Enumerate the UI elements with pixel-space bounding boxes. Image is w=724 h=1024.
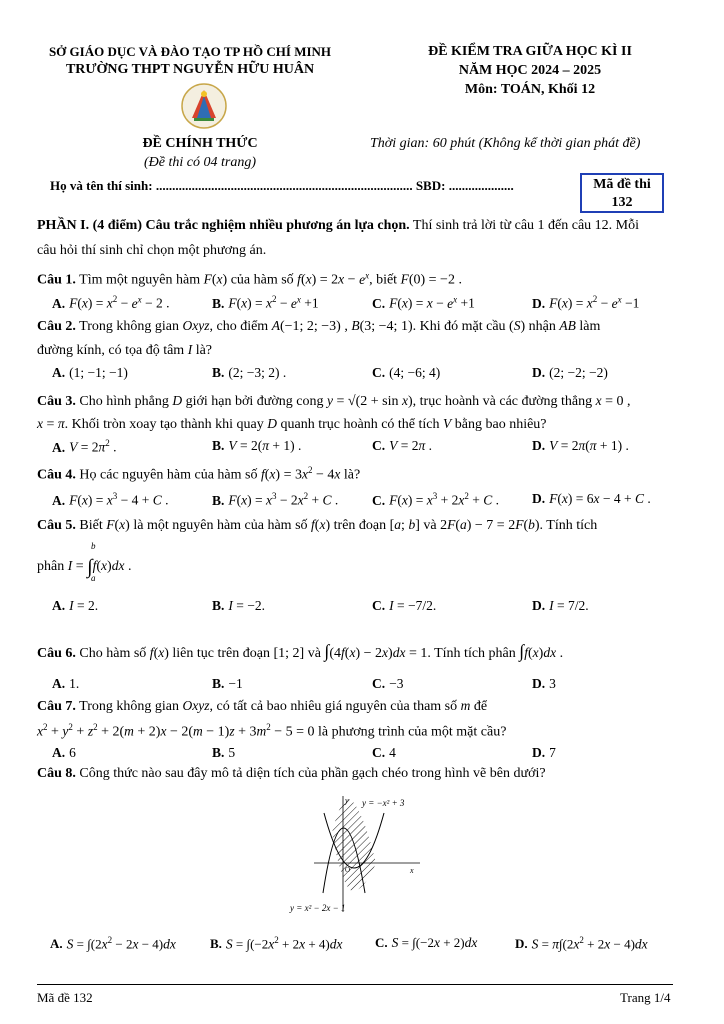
origin-label: O <box>345 866 351 874</box>
integral-lower-limit: a <box>91 573 96 583</box>
answer-option[interactable]: A. $F(x) = x^2 - e^x - 2$ . <box>52 294 170 311</box>
bottom-curve-label: y = x² − 2x − 1 <box>290 903 346 913</box>
exam-title: ĐỀ KIỂM TRA GIỮA HỌC KÌ II <box>428 44 632 59</box>
answer-option[interactable]: D. $F(x) = x^2 - e^x -1$ <box>532 294 640 311</box>
footer-page: Trang 1/4 <box>620 990 671 1005</box>
question-1: Câu 1. Tìm một nguyên hàm F(x) của hàm số $f(x) = 2x - e^x$, biết F(0) = −2 . <box>37 270 462 288</box>
answer-option[interactable]: C. (4; −6; 4) <box>372 365 441 380</box>
footer-code: Mã đề 132 <box>37 990 93 1005</box>
pages-note: (Đề thi có 04 trang) <box>144 155 256 170</box>
official-label: ĐỀ CHÍNH THỨC <box>142 136 258 151</box>
q2-answers <box>52 365 692 381</box>
exam-year: NĂM HỌC 2024 – 2025 <box>458 63 602 78</box>
answer-option[interactable]: B. −1 <box>212 676 243 691</box>
question-8: Câu 8. Công thức nào sau đây mô tả diện tích của phần gạch chéo trong hình vẽ bên dưới? <box>37 766 546 781</box>
exam-time: Thời gian: 60 phút (Không kể thời gian phát đề) <box>370 136 641 151</box>
answer-option[interactable]: A. 6 <box>52 745 76 760</box>
answer-option[interactable]: C. S = ∫(−2x + 2)dx <box>375 935 478 950</box>
q3-answers <box>52 438 692 456</box>
answer-option[interactable]: D. F(x) = 6x − 4 + C . <box>532 491 651 506</box>
footer-divider <box>37 984 673 985</box>
q6-answers <box>52 676 692 692</box>
exam-subject: Môn: TOÁN, Khối 12 <box>464 82 596 97</box>
area-graph <box>288 790 428 918</box>
answer-option[interactable]: A. $S = \int(2x^2 - 2x - 4)dx$ <box>50 935 176 952</box>
top-curve-label: y = −x² + 3 <box>362 798 405 808</box>
exam-code-value: 132 <box>611 195 633 210</box>
answer-option[interactable]: A. $V = 2\pi^2$ . <box>52 438 117 455</box>
question-2: Câu 2. Trong không gian Oxyz, cho điểm A(−1; 2; −3) , B(3; −4; 1). Khi đó mặt cầu (S) nhận AB làm <box>37 318 601 334</box>
part1-instruction: câu hỏi thí sinh chỉ chọn một phương án. <box>37 243 267 258</box>
answer-option[interactable]: B. I = −2. <box>212 598 265 613</box>
answer-option[interactable]: A. (1; −1; −1) <box>52 365 128 380</box>
question-5: Câu 5. Biết F(x) là một nguyên hàm của hàm số f(x) trên đoạn [a; b] và 2F(a) − 7 = 2F(b). Tính tích <box>37 517 598 533</box>
question-3: Câu 3. Cho hình phẳng D giới hạn bởi đường cong y = √(2 + sin x), trục hoành và các đường thẳng x = 0 , <box>37 393 631 409</box>
question-7: Câu 7. Trong không gian Oxyz, có tất cả bao nhiêu giá nguyên của tham số m để <box>37 698 488 714</box>
part1-heading: PHẦN I. (4 điểm) Câu trắc nghiệm nhiều phương án lựa chọn. Thí sinh trả lời từ câu 1 đến câu 12. Mỗi <box>37 218 640 233</box>
answer-option[interactable]: D. V = 2π(π + 1) . <box>532 438 629 453</box>
answer-option[interactable]: C. 4 <box>372 745 396 760</box>
answer-option[interactable]: B. $F(x) = x^3 - 2x^2 + C$ . <box>212 491 339 508</box>
answer-option[interactable]: C. I = −7/2. <box>372 598 437 613</box>
q7-answers <box>52 745 692 761</box>
question-3-line2: x = π. Khối tròn xoay tạo thành khi quay D quanh trục hoành có thể tích V bằng bao nhiêu? <box>37 416 547 432</box>
answer-option[interactable]: C. $F(x) = x^3 + 2x^2 + C$ . <box>372 491 499 508</box>
answer-option[interactable]: A. $F(x) = x^3 - 4 + C$ . <box>52 491 169 508</box>
student-info-line: Họ và tên thí sinh: ............................................................................... SBD: .................... <box>50 178 514 193</box>
answer-option[interactable]: D. I = 7/2. <box>532 598 589 613</box>
exam-code-label: Mã đề thi <box>593 177 651 192</box>
exam-code-box <box>580 173 664 213</box>
answer-option[interactable]: D. 3 <box>532 676 556 691</box>
answer-option[interactable]: D. $S = \pi\int(2x^2 + 2x - 4)dx$ <box>515 935 648 952</box>
question-4: Câu 4. Họ các nguyên hàm của hàm số $f(x) = 3x^2 - 4x$ là? <box>37 465 361 483</box>
question-2-line2: đường kính, có tọa độ tâm I là? <box>37 342 213 358</box>
answer-option[interactable]: D. (2; −2; −2) <box>532 365 608 380</box>
question-7-line2: $x^2 + y^2 + z^2 + 2(m + 2)x - 2(m - 1)z + 3m^2 - 5 = 0$ là phương trình của một mặt cầu? <box>37 722 507 740</box>
q4-answers <box>52 491 692 509</box>
school-logo <box>180 82 228 130</box>
answer-option[interactable]: C. $F(x) = x - e^x +1$ <box>372 294 475 311</box>
school-name: TRƯỜNG THPT NGUYỄN HỮU HUÂN <box>65 62 315 77</box>
q1-answers <box>52 294 692 312</box>
question-5-line2: phân I = ∫f(x)dx . <box>37 556 132 578</box>
answer-option[interactable]: B. 5 <box>212 745 236 760</box>
q8-answers <box>50 935 710 952</box>
answer-option[interactable]: B. V = 2(π + 1) . <box>212 438 302 453</box>
answer-option[interactable]: B. $S = \int(-2x^2 + 2x + 4)dx$ <box>210 935 343 952</box>
answer-option[interactable]: D. 7 <box>532 745 556 760</box>
answer-option[interactable]: C. V = 2π . <box>372 438 433 453</box>
answer-option[interactable]: A. 1. <box>52 676 80 691</box>
question-6: Câu 6. Cho hàm số f(x) liên tục trên đoạn [1; 2] và ∫(4f(x) − 2x)dx = 1. Tính tích phân ∫f(x)dx . <box>37 641 564 661</box>
answer-option[interactable]: C. −3 <box>372 676 404 691</box>
y-axis-label: y <box>345 796 349 805</box>
answer-option[interactable]: B. $F(x) = x^2 - e^x +1$ <box>212 294 319 311</box>
answer-option[interactable]: B. (2; −3; 2) . <box>212 365 287 380</box>
answer-option[interactable]: A. I = 2. <box>52 598 99 613</box>
x-axis-label: x <box>410 866 414 875</box>
q5-answers <box>52 598 692 614</box>
integral-upper-limit: b <box>91 541 96 551</box>
department-name: SỞ GIÁO DỤC VÀ ĐÀO TẠO TP HỒ CHÍ MINH <box>48 44 332 59</box>
